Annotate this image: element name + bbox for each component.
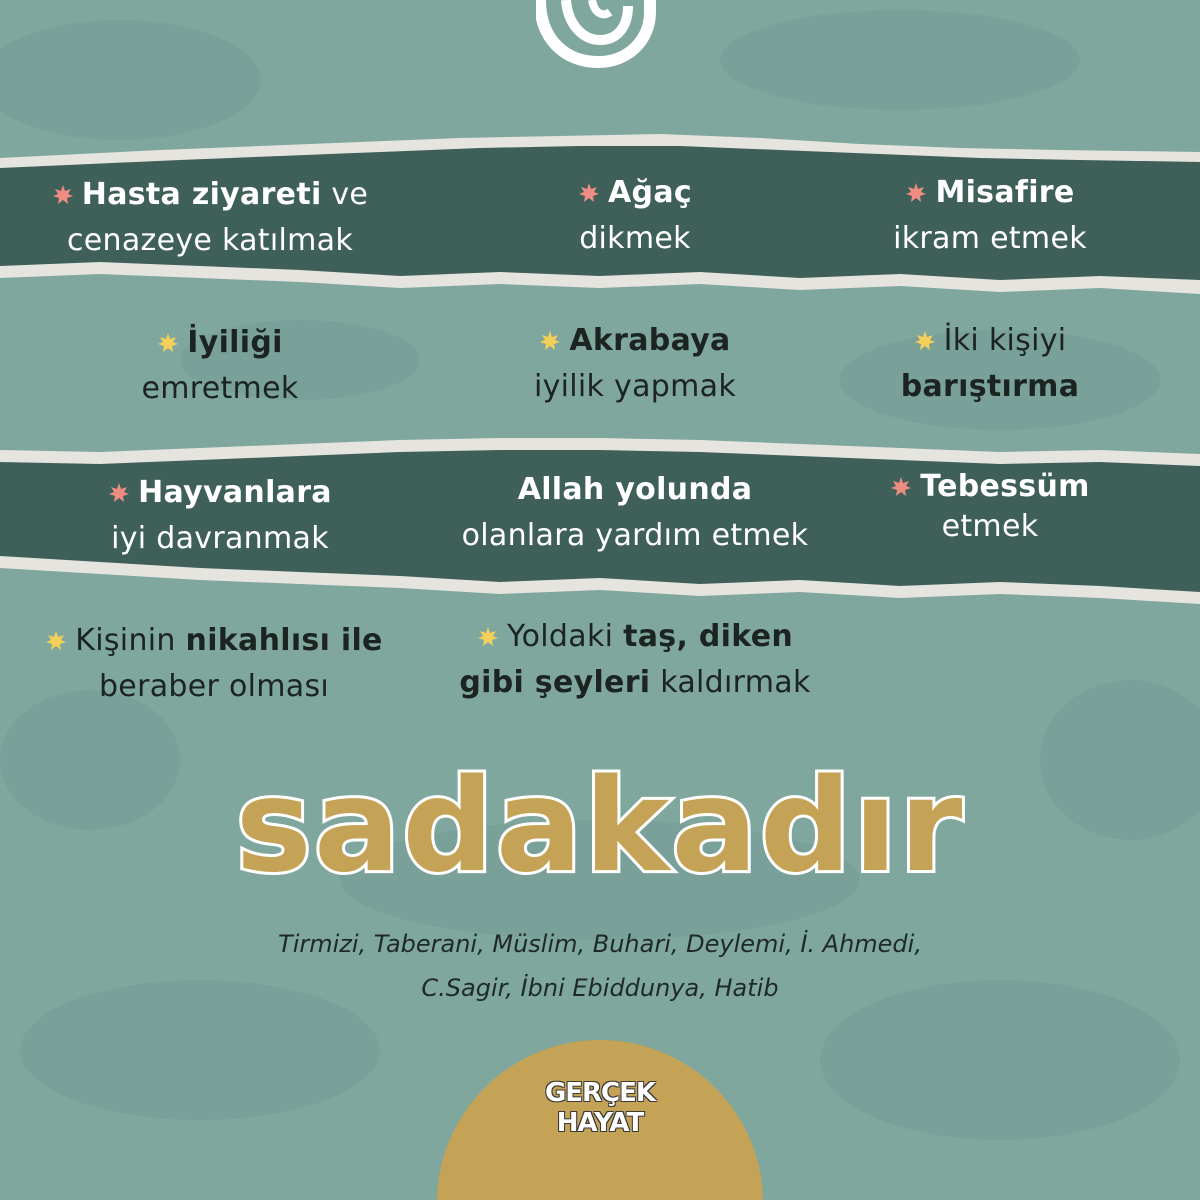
sources — [0, 922, 1200, 1010]
item-bold-text: Akrabaya — [569, 323, 731, 358]
item-line2: beraber olması — [98, 669, 330, 704]
maple-leaf-icon — [539, 330, 561, 352]
item-line1: İki kişiyi — [943, 323, 1067, 358]
logo-line2: HAYAT — [556, 1108, 644, 1138]
item-line2: dikmek — [579, 221, 691, 256]
item-line2: iyilik yapmak — [533, 369, 737, 404]
item-bold-text: Hayvanlara — [138, 475, 332, 510]
item-bold-text: Misafire — [935, 175, 1075, 210]
item-pre-text: Kişinin — [75, 623, 186, 658]
item-hasta-ziyareti — [30, 172, 390, 264]
item-bold-text: Allah yolunda — [517, 472, 753, 507]
item-iki-kisiyi — [850, 318, 1130, 410]
item-bold-line2: barıştırma — [900, 369, 1080, 404]
item-line2: iyi davranmak — [111, 521, 329, 556]
maple-leaf-icon — [477, 626, 499, 648]
item-rest-text: ve — [321, 177, 369, 212]
item-line2: cenazeye katılmak — [66, 223, 354, 258]
item-line2: ikram etmek — [893, 221, 1087, 256]
item-kisinin — [14, 618, 414, 710]
item-line2: etmek — [941, 509, 1039, 544]
maple-leaf-icon — [52, 184, 74, 206]
item-line2: olanlara yardım etmek — [461, 518, 809, 553]
item-tebessum — [840, 467, 1140, 547]
sources-line1: Tirmizi, Taberani, Müslim, Buhari, Deylemi, İ. Ahmedi, — [278, 930, 922, 958]
logo-line1: GERÇEK — [544, 1078, 656, 1108]
item-agac — [460, 170, 810, 262]
item-bold-text: nikahlısı ile — [185, 623, 383, 658]
item-bold-text: Tebessüm — [920, 469, 1090, 504]
page-title: sadakadır — [235, 752, 965, 901]
maple-leaf-icon — [905, 182, 927, 204]
item-allah-yolunda — [420, 467, 850, 559]
item-hayvanlara — [40, 470, 400, 562]
item-bold-text: Hasta ziyareti — [81, 177, 322, 212]
maple-leaf-icon — [578, 182, 600, 204]
item-yoldaki — [420, 614, 850, 706]
item-line2: emretmek — [141, 371, 299, 406]
item-akrabaya — [440, 318, 830, 410]
swirl-logo-icon — [536, 0, 656, 70]
item-bold-text: taş, diken — [623, 619, 793, 654]
item-bold-text: İyiliği — [187, 325, 283, 360]
maple-leaf-icon — [108, 482, 130, 504]
maple-leaf-icon — [45, 630, 67, 652]
sources-line2: C.Sagir, İbni Ebiddunya, Hatib — [421, 974, 779, 1002]
item-iyiligi — [40, 320, 400, 412]
maple-leaf-icon — [890, 476, 912, 498]
maple-leaf-icon — [157, 332, 179, 354]
logo — [520, 1078, 680, 1138]
item-bold-line2: gibi şeyleri — [459, 665, 651, 700]
item-misafire — [830, 170, 1150, 262]
item-bold-text: Ağaç — [608, 175, 692, 210]
item-rest-line2: kaldırmak — [650, 665, 811, 700]
maple-leaf-icon — [914, 330, 936, 352]
item-pre-text: Yoldaki — [507, 619, 624, 654]
